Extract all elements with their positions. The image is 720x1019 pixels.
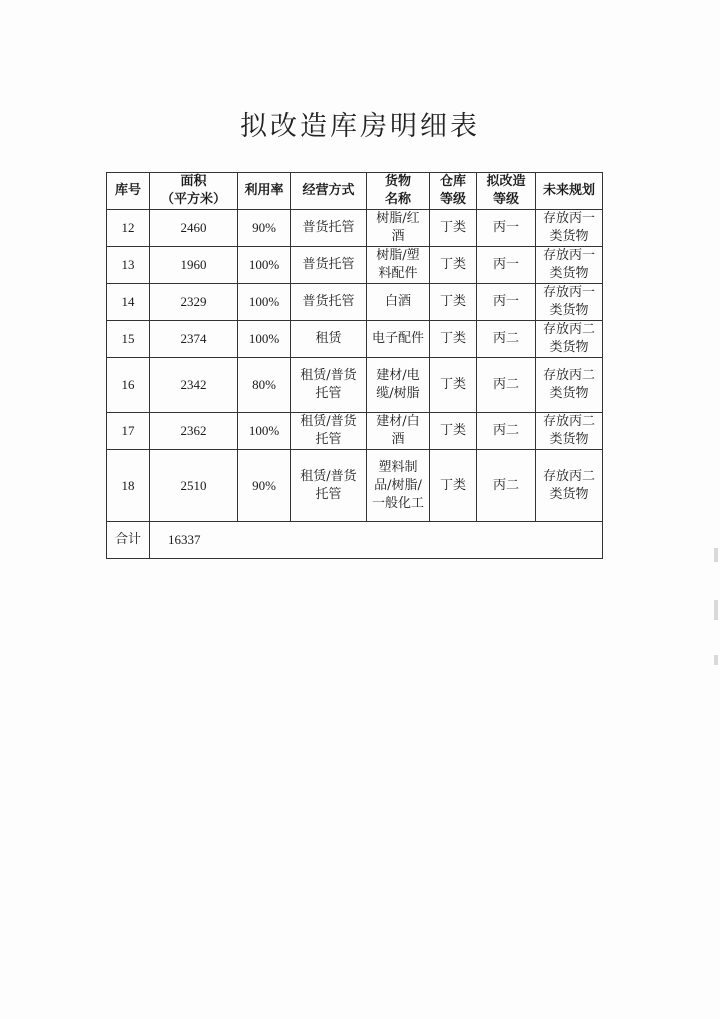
cell-goods: 树脂/塑料配件 xyxy=(367,247,430,284)
header-operation-mode: 经营方式 xyxy=(291,173,367,210)
cell-plan: 存放丙一类货物 xyxy=(536,247,603,284)
cell-area: 2362 xyxy=(150,413,238,450)
cell-area: 2510 xyxy=(150,450,238,522)
table-row xyxy=(107,358,603,413)
cell-goods: 电子配件 xyxy=(367,321,430,358)
cell-target: 丙二 xyxy=(477,321,536,358)
table-row xyxy=(107,284,603,321)
cell-no: 12 xyxy=(107,210,150,247)
cell-mode: 租赁/普货托管 xyxy=(291,413,367,450)
cell-mode: 租赁/普货托管 xyxy=(291,358,367,413)
total-value: 16337 xyxy=(150,522,603,559)
cell-no: 14 xyxy=(107,284,150,321)
header-warehouse-no: 库号 xyxy=(107,173,150,210)
cell-target: 丙一 xyxy=(477,284,536,321)
cell-rate: 100% xyxy=(238,413,291,450)
cell-level: 丁类 xyxy=(430,210,477,247)
cell-mode: 租赁 xyxy=(291,321,367,358)
cell-goods: 建材/电缆/树脂 xyxy=(367,358,430,413)
header-goods-name: 货物 名称 xyxy=(367,173,430,210)
cell-goods: 塑料制品/树脂/一般化工 xyxy=(367,450,430,522)
cell-goods: 白酒 xyxy=(367,284,430,321)
cell-level: 丁类 xyxy=(430,284,477,321)
table-row xyxy=(107,247,603,284)
cell-level: 丁类 xyxy=(430,247,477,284)
header-target-level: 拟改造 等级 xyxy=(477,173,536,210)
cell-rate: 80% xyxy=(238,358,291,413)
cell-area: 2460 xyxy=(150,210,238,247)
scan-edge-mark xyxy=(714,548,718,562)
cell-level: 丁类 xyxy=(430,358,477,413)
cell-rate: 90% xyxy=(238,450,291,522)
cell-area: 2329 xyxy=(150,284,238,321)
cell-plan: 存放丙二类货物 xyxy=(536,321,603,358)
header-warehouse-level: 仓库 等级 xyxy=(430,173,477,210)
cell-target: 丙二 xyxy=(477,413,536,450)
cell-level: 丁类 xyxy=(430,450,477,522)
total-label: 合计 xyxy=(107,522,150,559)
cell-mode: 租赁/普货托管 xyxy=(291,450,367,522)
warehouse-detail-table xyxy=(106,172,603,559)
cell-goods: 建材/白酒 xyxy=(367,413,430,450)
cell-plan: 存放丙一类货物 xyxy=(536,210,603,247)
table-row xyxy=(107,321,603,358)
cell-target: 丙一 xyxy=(477,247,536,284)
header-future-plan: 未来规划 xyxy=(536,173,603,210)
cell-no: 13 xyxy=(107,247,150,284)
header-utilization: 利用率 xyxy=(238,173,291,210)
cell-plan: 存放丙一类货物 xyxy=(536,284,603,321)
cell-mode: 普货托管 xyxy=(291,284,367,321)
table-row xyxy=(107,413,603,450)
cell-target: 丙二 xyxy=(477,358,536,413)
cell-target: 丙一 xyxy=(477,210,536,247)
cell-no: 17 xyxy=(107,413,150,450)
cell-rate: 100% xyxy=(238,321,291,358)
cell-rate: 100% xyxy=(238,284,291,321)
cell-level: 丁类 xyxy=(430,321,477,358)
cell-area: 2342 xyxy=(150,358,238,413)
cell-rate: 90% xyxy=(238,210,291,247)
cell-mode: 普货托管 xyxy=(291,247,367,284)
cell-target: 丙二 xyxy=(477,450,536,522)
table-header-row xyxy=(107,173,603,210)
page-title: 拟改造库房明细表 xyxy=(240,111,480,142)
cell-plan: 存放丙二类货物 xyxy=(536,413,603,450)
table-total-row xyxy=(107,522,603,559)
cell-area: 1960 xyxy=(150,247,238,284)
header-area: 面积 （平方米） xyxy=(150,173,238,210)
cell-no: 15 xyxy=(107,321,150,358)
cell-no: 18 xyxy=(107,450,150,522)
cell-mode: 普货托管 xyxy=(291,210,367,247)
scan-edge-mark xyxy=(714,655,718,665)
scan-edge-mark xyxy=(714,600,718,620)
cell-plan: 存放丙二类货物 xyxy=(536,450,603,522)
table-row xyxy=(107,450,603,522)
cell-level: 丁类 xyxy=(430,413,477,450)
cell-plan: 存放丙二类货物 xyxy=(536,358,603,413)
cell-no: 16 xyxy=(107,358,150,413)
cell-rate: 100% xyxy=(238,247,291,284)
cell-area: 2374 xyxy=(150,321,238,358)
cell-goods: 树脂/红酒 xyxy=(367,210,430,247)
table-row xyxy=(107,210,603,247)
